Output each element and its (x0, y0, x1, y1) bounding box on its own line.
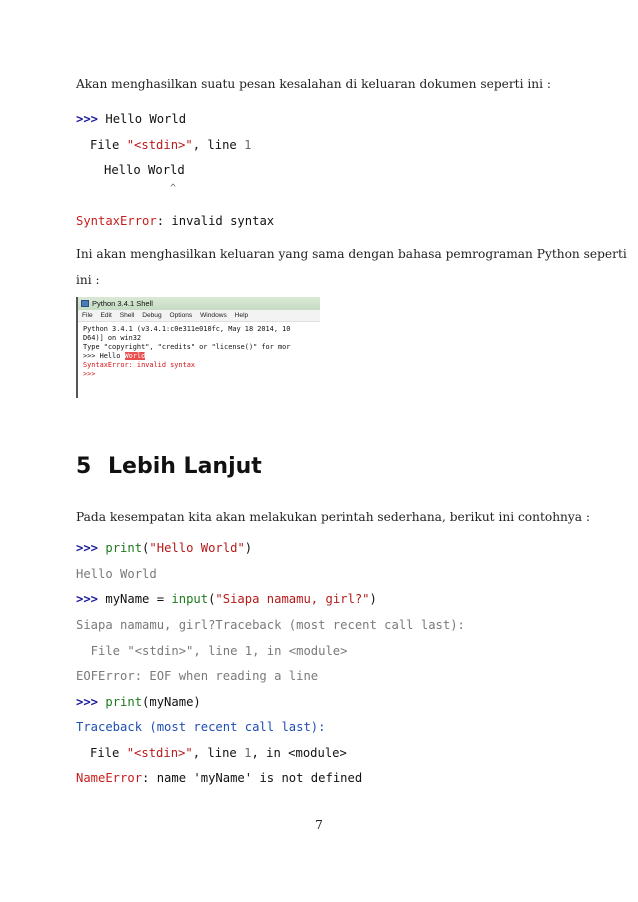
python-shell-screenshot (76, 297, 320, 398)
shell-titlebar (78, 297, 320, 310)
code-line (76, 541, 252, 555)
paragraph-3: Pada kesempatan kita akan melakukan perintah sederhana, berikut ini contohnya : (76, 510, 591, 524)
error-caret: ^ (170, 183, 177, 194)
shell-line: >>> (83, 369, 96, 378)
prompt: >>> (76, 112, 99, 126)
code-line-echo: Hello World (104, 163, 185, 177)
paren: ( (208, 592, 216, 606)
line-label: , line (192, 138, 245, 152)
file-string: "<stdin>" (126, 138, 193, 152)
shell-line: Python 3.4.1 (v3.4.1:c0e311e010fc, May 18 2014, 10 (83, 325, 291, 333)
prompt: >>> (76, 695, 99, 709)
page-number: 7 (315, 818, 323, 832)
paren: ) (244, 541, 253, 555)
error-name: NameError (76, 771, 143, 785)
code-line-file (90, 138, 251, 152)
file-string: "<stdin>" (126, 746, 193, 760)
code-line-syntax-error (76, 214, 274, 228)
paragraph-2-line-2: ini : (76, 273, 100, 287)
menu-file[interactable]: File (82, 312, 93, 319)
arguments: (myName) (142, 695, 201, 709)
code-output: EOFError: EOF when reading a line (76, 669, 319, 683)
shell-menubar (78, 310, 320, 322)
section-title: Lebih Lanjut (108, 454, 262, 479)
menu-windows[interactable]: Windows (200, 312, 227, 319)
code-line (76, 695, 201, 709)
menu-options[interactable]: Options (169, 312, 193, 319)
code-output: Hello World (76, 567, 157, 581)
highlighted-error-token: World (124, 351, 146, 360)
python-app-icon (81, 300, 89, 307)
error-message: : name 'myName' is not defined (142, 771, 363, 785)
traceback-header: Traceback (most recent call last): (76, 720, 326, 734)
shell-line: D64)] on win32 (83, 333, 142, 342)
shell-title: Python 3.4.1 Shell (92, 299, 153, 308)
code-line-hello (76, 112, 186, 126)
shell-line: Type "copyright", "credits" or "license()" for mor (83, 342, 291, 351)
code-output: File "<stdin>", line 1, in <module> (76, 644, 348, 658)
error-name: SyntaxError (76, 214, 157, 228)
line-number: 1 (244, 746, 252, 760)
menu-help[interactable]: Help (234, 312, 249, 319)
paragraph-2-line-1: Ini akan menghasilkan keluaran yang sama dengan bahasa pemrograman Python seperti (76, 247, 627, 261)
module-text: , in <module> (251, 746, 347, 760)
traceback-file-line (90, 746, 347, 760)
function-name: print (105, 695, 143, 709)
shell-line: SyntaxError: invalid syntax (83, 360, 196, 369)
string-literal: "Hello World" (149, 541, 245, 555)
command-text: Hello World (98, 112, 187, 126)
paren: ) (369, 592, 377, 606)
line-number: 1 (244, 138, 252, 152)
function-name: print (105, 541, 143, 555)
prompt: >>> (76, 592, 99, 606)
shell-prompt-text: >>> Hello (83, 351, 125, 360)
file-label: File (90, 746, 127, 760)
paren: ( (142, 541, 150, 555)
string-literal: "Siapa namamu, girl?" (215, 592, 370, 606)
intro-paragraph: Akan menghasilkan suatu pesan kesalahan di keluaran dokumen seperti ini : (76, 77, 551, 91)
prompt: >>> (76, 541, 99, 555)
code-output: Siapa namamu, girl?Traceback (most recent call last): (76, 618, 465, 632)
menu-debug[interactable]: Debug (142, 312, 162, 319)
assignment-text: myName = (98, 592, 172, 606)
name-error-line (76, 771, 362, 785)
line-label: , line (192, 746, 245, 760)
shell-line (83, 352, 320, 361)
section-heading (76, 454, 262, 479)
menu-shell[interactable]: Shell (119, 312, 135, 319)
section-number: 5 (76, 454, 92, 479)
error-message: : invalid syntax (156, 214, 275, 228)
code-line (76, 592, 377, 606)
file-label: File (90, 138, 127, 152)
function-name: input (171, 592, 209, 606)
shell-output (78, 322, 320, 378)
menu-edit[interactable]: Edit (100, 312, 112, 319)
